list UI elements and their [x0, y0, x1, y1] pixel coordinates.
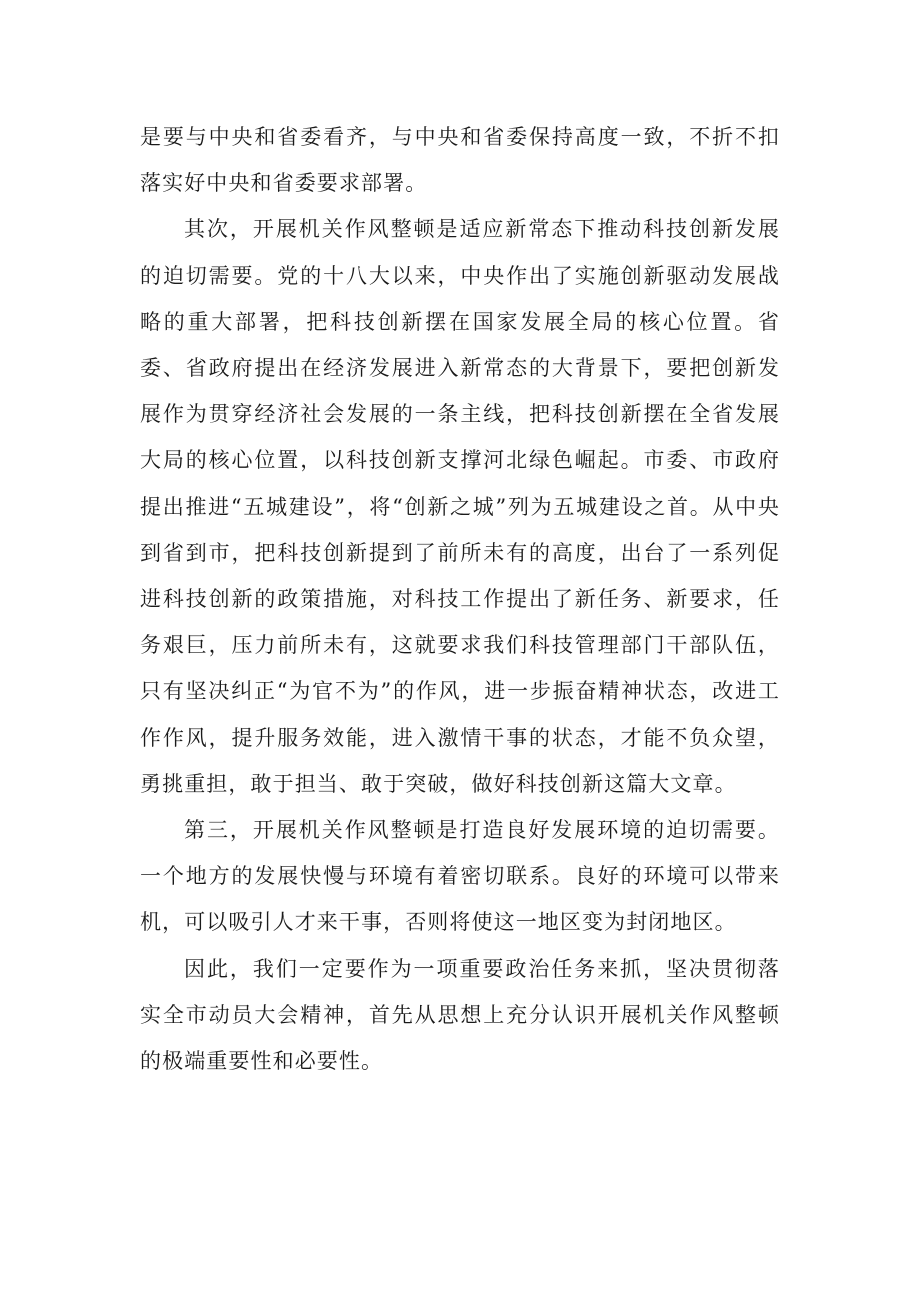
- paragraph-continuation: 是要与中央和省委看齐，与中央和省委保持高度一致，不折不扣落实好中央和省委要求部署。: [140, 125, 780, 196]
- paragraph-therefore: 因此，我们一定要作为一项重要政治任务来抓，坚决贯彻落实全市动员大会精神，首先从思想上充分认识开展机关作风整顿的极端重要性和必要性。: [140, 956, 780, 1074]
- document-page: [140, 114, 780, 1084]
- paragraph-thirdly: 第三，开展机关作风整顿是打造良好发展环境的迫切需要。一个地方的发展快慢与环境有着密切联系。良好的环境可以带来机，可以吸引人才来干事，否则将使这一地区变为封闭地区。: [140, 818, 780, 935]
- paragraph-secondly: 其次，开展机关作风整顿是适应新常态下推动科技创新发展的迫切需要。党的十八大以来，中央作出了实施创新驱动发展战略的重大部署，把科技创新摆在国家发展全局的核心位置。省委、省政府提出在经济发展进入新常态的大背景下，要把创新发展作为贯穿经济社会发展的一条主线，把科技创新摆在全省发展大局的核心位置，以科技创新支撑河北绿色崛起。市委、市政府提出推进“五城建设”，将“创新之城”列为五城建设之首。从中央到省到市，把科技创新提到了前所未有的高度，出台了一系列促进科技创新的政策措施，对科技工作提出了新任务、新要求，任务艰巨，压力前所未有，这就要求我们科技管理部门干部队伍，只有坚决纠正“为官不为”的作风，进一步振奋精神状态，改进工作作风，提升服务效能，进入激情干事的状态，才能不负众望，勇挑重担，敢于担当、敢于突破，做好科技创新这篇大文章。: [140, 217, 780, 796]
